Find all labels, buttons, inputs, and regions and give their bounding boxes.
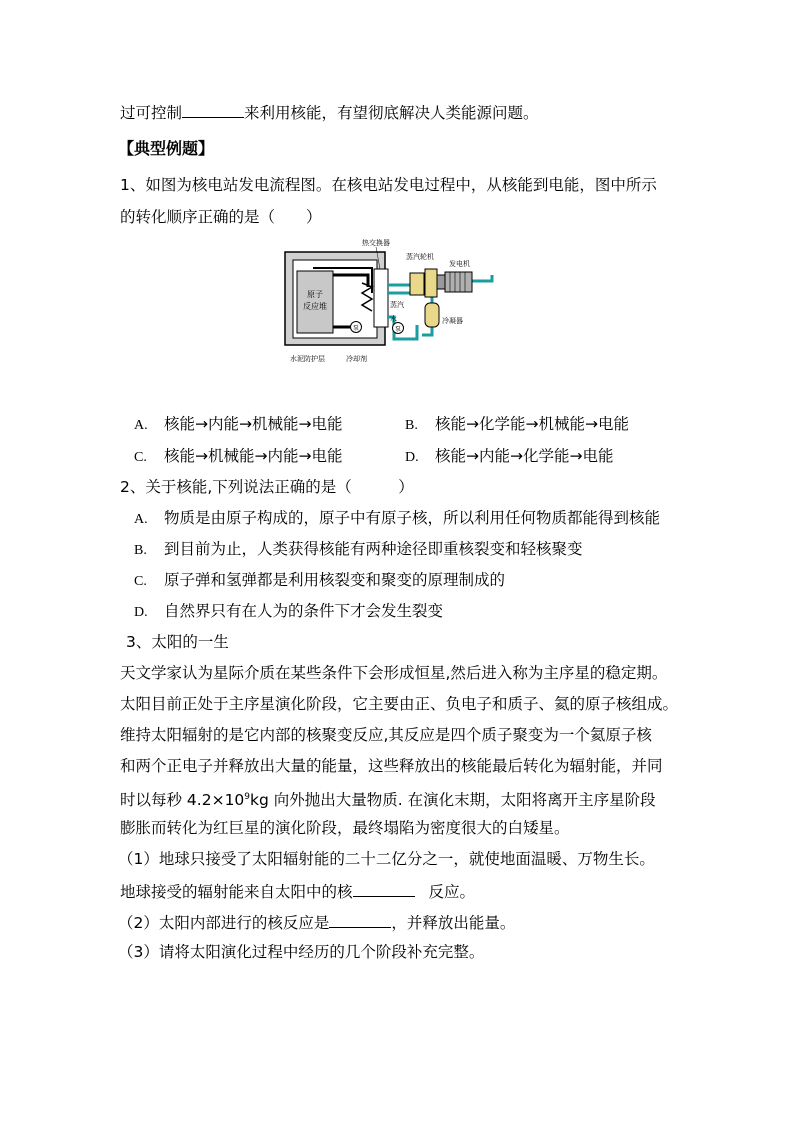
q1-option-a-letter: A. — [134, 418, 148, 433]
intro-text-after: 来利用核能，有望彻底解决人类能源问题。 — [244, 104, 539, 122]
label-water: 水 — [390, 315, 397, 323]
q3-sub1-line1: （1）地球只接受了太阳辐射能的二十二亿分之一，就使地面温暖、万物生长。 — [118, 850, 655, 868]
q3-sub2-after: ，并释放出能量。 — [391, 914, 516, 932]
label-condenser: 冷凝器 — [442, 317, 463, 325]
q1-option-b-text: 核能→化学能→机械能→电能 — [435, 415, 629, 433]
heat-exchanger — [374, 269, 388, 327]
q1-option-b-letter: B. — [405, 418, 418, 433]
q1-option-b[interactable] — [405, 414, 629, 436]
q3-paragraph-line5 — [120, 787, 656, 810]
q2-option-c[interactable] — [134, 570, 505, 592]
q3-sub1-line2 — [120, 880, 475, 902]
intro-line — [120, 101, 539, 123]
q1-stem-line2: 的转化顺序正确的是（ ） — [120, 208, 322, 226]
q3-sub2-blank[interactable] — [329, 911, 391, 928]
q3-sub1-before: 地球接受的辐射能来自太阳中的核 — [120, 883, 353, 901]
q3-sub2-before: （2）太阳内部进行的核反应是 — [118, 914, 330, 932]
q2-option-b[interactable] — [134, 539, 583, 561]
pump-1-label: 泵 — [352, 325, 360, 332]
q3-sub3: （3）请将太阳演化过程中经历的几个阶段补充完整。 — [118, 943, 485, 961]
steam-pipe — [388, 285, 410, 293]
intro-blank[interactable] — [182, 101, 244, 118]
intro-text-before: 过可控制 — [120, 104, 183, 122]
condenser-outlet — [422, 327, 432, 335]
turbine-shaft — [437, 275, 445, 289]
reactor-label-1: 原子 — [307, 290, 323, 299]
q2-option-d[interactable] — [134, 601, 443, 623]
pump-2-label: 泵 — [394, 326, 402, 333]
q3-line5-before: 时以每秒 4.2×10 — [120, 791, 245, 810]
q3-paragraph-line1: 天文学家认为星际介质在某些条件下会形成恒星,然后进入称为主序星的稳定期。 — [120, 664, 668, 682]
q1-option-d[interactable] — [405, 446, 613, 468]
turbine-stage-1 — [410, 273, 424, 295]
q2-option-a-text: 物质是由原子构成的，原子中有原子核，所以利用任何物质都能得到核能 — [164, 509, 661, 527]
q1-option-c[interactable] — [134, 446, 342, 468]
q2-option-b-text: 到目前为止，人类获得核能有两种途径即重核裂变和轻核聚变 — [164, 540, 583, 558]
q1-option-c-letter: C. — [134, 450, 147, 465]
generator-output — [472, 275, 492, 281]
q3-line5-after: kg 向外抛出大量物质. 在演化末期，太阳将离开主序星阶段 — [250, 791, 656, 810]
label-steam: 蒸汽 — [390, 301, 404, 309]
q2-option-c-text: 原子弹和氢弹都是利用核裂变和聚变的原理制成的 — [164, 571, 506, 589]
generator — [445, 272, 472, 292]
q3-paragraph-line2: 太阳目前正处于主序星演化阶段，它主要由正、负电子和质子、氦的原子核组成。 — [120, 695, 679, 713]
q3-title: 3、太阳的一生 — [126, 633, 229, 651]
q3-sub1-after: 反应。 — [428, 883, 476, 901]
q2-option-a-letter: A. — [134, 512, 148, 527]
q2-option-c-letter: C. — [134, 574, 147, 589]
q1-option-d-letter: D. — [405, 450, 419, 465]
q3-sub2 — [118, 911, 515, 933]
q2-option-d-text: 自然界只有在人为的条件下才会发生裂变 — [164, 602, 444, 620]
q3-paragraph-line4: 和两个正电子并释放出大量的能量，这些释放出的核能最后转化为辐射能，并同 — [120, 757, 663, 775]
q1-option-d-text: 核能→内能→化学能→电能 — [435, 447, 614, 465]
q3-paragraph-line6: 膨胀而转化为红巨星的演化阶段，最终塌陷为密度很大的白矮星。 — [120, 819, 570, 837]
q2-option-d-letter: D. — [134, 605, 148, 620]
q1-option-c-text: 核能→机械能→内能→电能 — [164, 447, 343, 465]
condenser — [425, 303, 439, 327]
nuclear-plant-diagram — [282, 235, 504, 365]
q1-stem-line1: 1、如图为核电站发电流程图。在核电站发电过程中，从核能到电能，图中所示 — [120, 176, 657, 194]
label-shield: 水泥防护层 — [290, 355, 325, 363]
q3-paragraph-line3: 维持太阳辐射的是它内部的核聚变反应,其反应是四个质子聚变为一个氦原子核 — [120, 726, 652, 744]
turbine-stage-2 — [425, 269, 437, 297]
q3-sub1-blank[interactable] — [353, 880, 415, 897]
q2-option-b-letter: B. — [134, 543, 147, 558]
label-coolant: 冷却剂 — [346, 355, 367, 363]
q1-option-a-text: 核能→内能→机械能→电能 — [164, 415, 343, 433]
label-generator: 发电机 — [449, 260, 470, 268]
q2-stem: 2、关于核能,下列说法正确的是（ ） — [120, 478, 414, 496]
q1-option-a[interactable] — [134, 414, 342, 436]
q3-line5-exponent: 9 — [244, 792, 251, 802]
section-heading: 【典型例题】 — [118, 139, 215, 158]
q2-option-a[interactable] — [134, 508, 660, 530]
label-steam-turbine: 蒸汽轮机 — [406, 253, 434, 261]
reactor-label-2: 反应堆 — [303, 302, 327, 311]
label-heat-exchanger: 热交换器 — [362, 239, 390, 247]
